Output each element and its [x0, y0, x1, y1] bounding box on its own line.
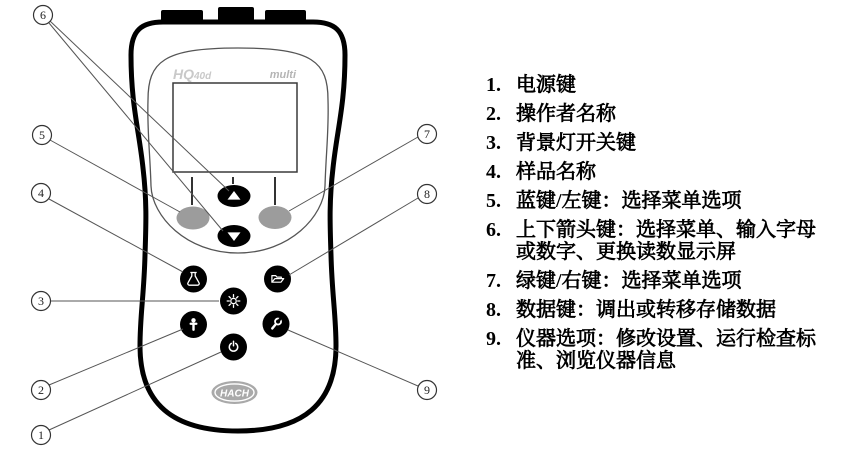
legend-item-9 — [486, 328, 833, 372]
up-arrow-key — [218, 185, 251, 207]
callout-9 — [418, 381, 437, 400]
legend-item-1 — [486, 74, 833, 96]
legend-item-text: 上下箭头键：选择菜单、输入字母或数字、更换读数显示屏 — [516, 219, 816, 263]
legend-item-number: 4. — [486, 161, 501, 183]
legend-item-3 — [486, 132, 833, 154]
legend-item-text: 背景灯开关键 — [516, 132, 636, 154]
legend-item-4 — [486, 161, 833, 183]
legend-item-number: 8. — [486, 299, 501, 321]
data-folder-key — [264, 266, 291, 293]
callout-1 — [32, 426, 51, 445]
legend-item-5 — [486, 190, 833, 212]
down-arrow-key — [218, 225, 251, 247]
legend-item-6 — [486, 219, 833, 263]
legend-item-2 — [486, 103, 833, 125]
legend-item-number: 5. — [486, 190, 501, 212]
svg-text:7: 7 — [424, 127, 430, 141]
legend-item-text: 操作者名称 — [516, 103, 616, 125]
callout-3 — [32, 292, 51, 311]
callout-2 — [32, 381, 51, 400]
legend-item-text: 数据键：调出或转移存储数据 — [516, 299, 776, 321]
legend-item-number: 9. — [486, 328, 501, 350]
legend-item-number: 3. — [486, 132, 501, 154]
svg-text:4: 4 — [38, 186, 44, 200]
legend-item-number: 7. — [486, 270, 501, 292]
left-blue-softkey — [177, 207, 210, 230]
brand-multi-label: multi — [269, 69, 296, 81]
backlight-key — [220, 288, 247, 315]
legend-item-7 — [486, 270, 833, 292]
callout-4 — [32, 184, 51, 203]
svg-text:2: 2 — [38, 383, 44, 397]
svg-text:3: 3 — [38, 294, 44, 308]
legend-list — [486, 74, 833, 379]
sample-flask-key — [180, 266, 207, 293]
callout-7 — [418, 125, 437, 144]
legend-item-text: 仪器选项：修改设置、运行检查标准、浏览仪器信息 — [516, 328, 816, 372]
operator-key — [180, 311, 207, 338]
legend-item-text: 绿键/右键：选择菜单选项 — [516, 270, 742, 292]
right-green-softkey — [259, 206, 292, 229]
brand-logo: HQ40d — [173, 66, 212, 82]
svg-text:8: 8 — [424, 187, 430, 201]
callout-5 — [33, 126, 52, 145]
legend-item-number: 6. — [486, 219, 501, 241]
svg-text:9: 9 — [424, 383, 430, 397]
svg-text:6: 6 — [40, 8, 46, 22]
svg-text:HACH: HACH — [220, 388, 249, 400]
svg-text:5: 5 — [39, 128, 45, 142]
legend-item-8 — [486, 299, 833, 321]
legend-item-text: 电源键 — [516, 74, 576, 96]
legend-item-text: 蓝键/左键：选择菜单选项 — [516, 190, 742, 212]
legend-item-number: 1. — [486, 74, 501, 96]
callout-8 — [418, 185, 437, 204]
display-screen — [173, 83, 297, 172]
instrument-options-key — [263, 311, 290, 338]
callout-6 — [34, 6, 53, 25]
svg-text:1: 1 — [38, 428, 44, 442]
hach-logo — [212, 381, 258, 404]
power-key — [220, 334, 247, 361]
legend-item-text: 样品名称 — [516, 161, 596, 183]
legend-item-number: 2. — [486, 103, 501, 125]
